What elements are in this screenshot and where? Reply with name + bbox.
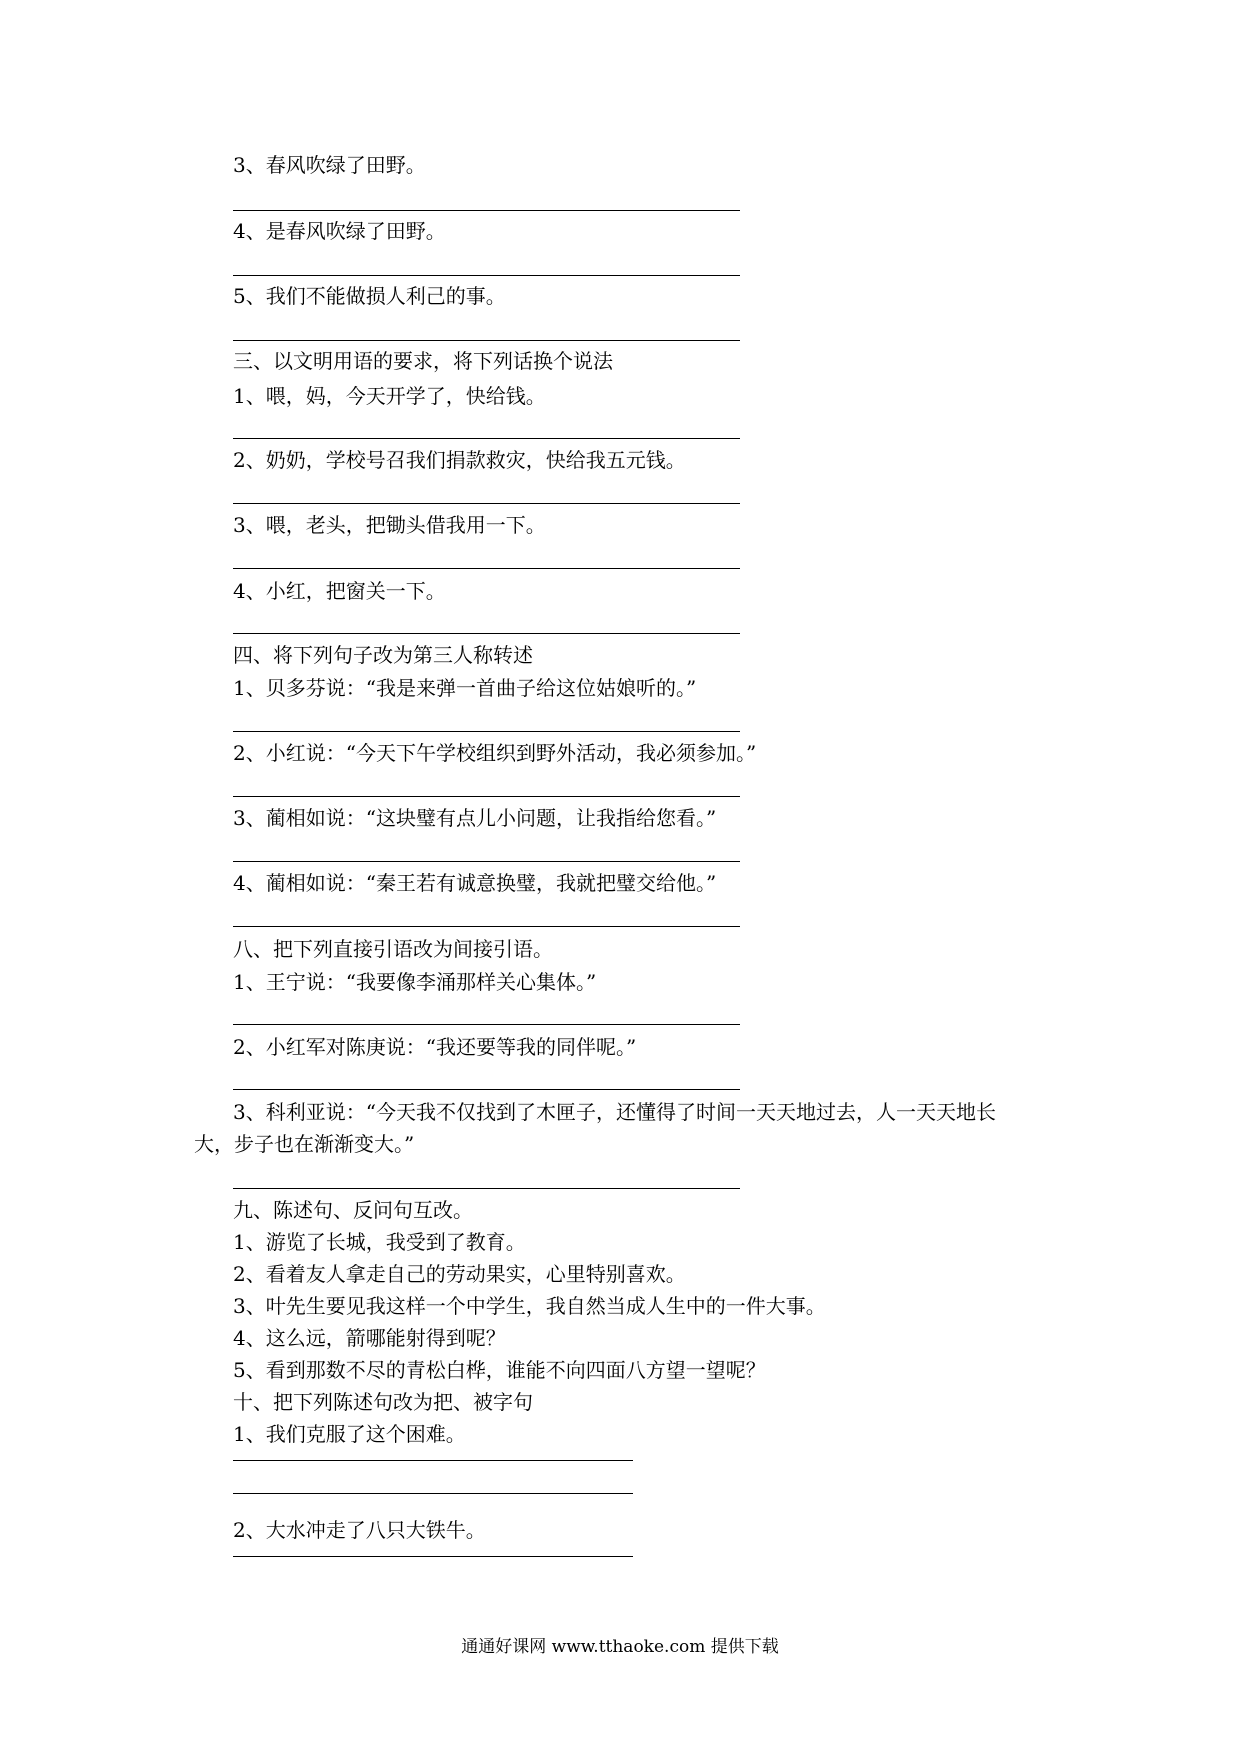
answer-line [233,568,740,569]
answer-line [233,1089,740,1090]
answer-line [233,340,740,341]
s9-question-5: 5、看到那数不尽的青松白桦，谁能不向四面八方望一望呢？ [233,1358,766,1382]
s10-question-2: 2、大水冲走了八只大铁牛。 [233,1518,486,1542]
section-9-heading: 九、陈述句、反问句互改。 [233,1198,473,1222]
s2-question-3: 3、春风吹绿了田野。 [233,153,426,177]
s10-question-1: 1、我们克服了这个困难。 [233,1422,466,1446]
s8-question-3-line-2: 大，步子也在渐渐变大。” [194,1132,415,1156]
s2-question-5: 5、我们不能做损人利己的事。 [233,284,506,308]
s2-question-4: 4、是春风吹绿了田野。 [233,219,446,243]
answer-line [233,1493,633,1494]
s8-question-1: 1、王宁说：“我要像李涌那样关心集体。” [233,970,597,994]
s4-question-2: 2、小红说：“今天下午学校组织到野外活动，我必须参加。” [233,741,757,765]
s3-question-2: 2、奶奶，学校号召我们捐款救灾，快给我五元钱。 [233,448,686,472]
s9-question-1: 1、游览了长城，我受到了教育。 [233,1230,526,1254]
s8-question-2: 2、小红军对陈庚说：“我还要等我的同伴呢。” [233,1035,637,1059]
section-3-heading: 三、以文明用语的要求，将下列话换个说法 [233,349,613,373]
s9-question-2: 2、看着友人拿走自己的劳动果实，心里特别喜欢。 [233,1262,686,1286]
answer-line [233,275,740,276]
answer-line [233,1556,633,1557]
answer-line [233,1188,740,1189]
section-10-heading: 十、把下列陈述句改为把、被字句 [233,1390,533,1414]
s3-question-4: 4、小红，把窗关一下。 [233,579,446,603]
s4-question-1: 1、贝多芬说：“我是来弹一首曲子给这位姑娘听的。” [233,676,697,700]
answer-line [233,926,740,927]
page-footer: 通通好课网 www.tthaoke.com 提供下载 [461,1637,779,1657]
s4-question-4: 4、蔺相如说：“秦王若有诚意换璧，我就把璧交给他。” [233,871,717,895]
s8-question-3-line-1: 3、科利亚说：“今天我不仅找到了木匣子，还懂得了时间一天天地过去，人一天天地长 [233,1100,996,1124]
answer-line [233,731,740,732]
answer-line [233,503,740,504]
answer-line [233,1460,633,1461]
answer-line [233,1024,740,1025]
s9-question-3: 3、叶先生要见我这样一个中学生，我自然当成人生中的一件大事。 [233,1294,826,1318]
s9-question-4: 4、这么远，箭哪能射得到呢？ [233,1326,506,1350]
answer-line [233,210,740,211]
s3-question-3: 3、喂，老头，把锄头借我用一下。 [233,513,546,537]
answer-line [233,633,740,634]
section-8-heading: 八、把下列直接引语改为间接引语。 [233,937,553,961]
answer-line [233,861,740,862]
s4-question-3: 3、蔺相如说：“这块璧有点儿小问题，让我指给您看。” [233,806,717,830]
section-4-heading: 四、将下列句子改为第三人称转述 [233,643,533,667]
answer-line [233,796,740,797]
s3-question-1: 1、喂，妈，今天开学了，快给钱。 [233,384,546,408]
answer-line [233,438,740,439]
